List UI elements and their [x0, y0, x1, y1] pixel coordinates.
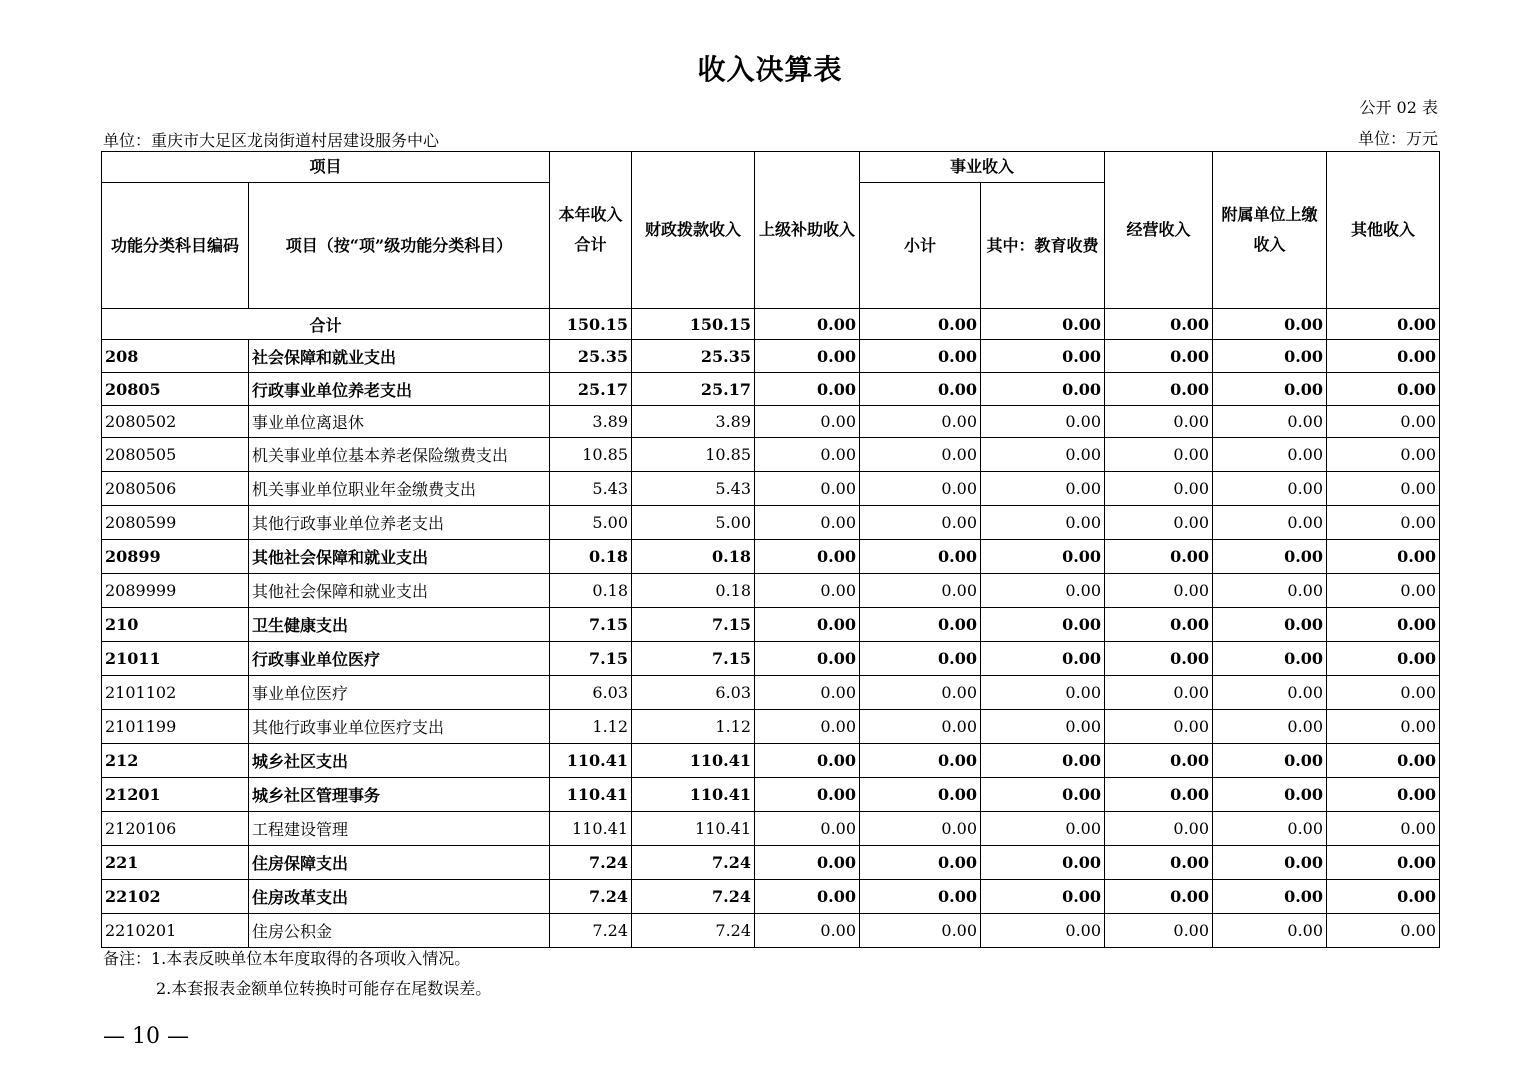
cell-value: 0.00	[1105, 608, 1213, 642]
table-row	[102, 812, 1440, 846]
page-number: — 10 —	[103, 1024, 189, 1049]
cell-name: 机关事业单位基本养老保险缴费支出	[249, 438, 550, 472]
cell-name: 工程建设管理	[249, 812, 550, 846]
cell-value: 5.43	[632, 472, 755, 506]
cell-name: 其他行政事业单位养老支出	[249, 506, 550, 540]
cell-name: 城乡社区支出	[249, 744, 550, 778]
header-operating: 经营收入	[1105, 152, 1213, 309]
cell-value: 7.24	[632, 914, 755, 948]
income-table	[101, 151, 1440, 948]
table-row	[102, 406, 1440, 438]
cell-value: 0.00	[860, 914, 981, 948]
cell-value: 0.00	[1213, 812, 1327, 846]
cell-code: 2210201	[102, 914, 249, 948]
header-code: 功能分类科目编码	[102, 183, 249, 309]
header-education: 其中：教育收费	[981, 183, 1105, 309]
cell-value: 0.00	[981, 574, 1105, 608]
cell-value: 0.00	[981, 744, 1105, 778]
cell-value: 0.00	[1213, 880, 1327, 914]
cell-name: 其他社会保障和就业支出	[249, 574, 550, 608]
cell-value: 0.00	[755, 880, 860, 914]
cell-value: 0.00	[755, 472, 860, 506]
cell-name: 行政事业单位养老支出	[249, 373, 550, 406]
cell-value: 7.24	[550, 914, 632, 948]
cell-value: 0.00	[860, 406, 981, 438]
cell-name: 社会保障和就业支出	[249, 340, 550, 373]
header-other: 其他收入	[1327, 152, 1440, 309]
cell-value: 110.41	[550, 812, 632, 846]
cell-value: 0.18	[632, 540, 755, 574]
cell-name: 事业单位离退休	[249, 406, 550, 438]
cell-value: 0.00	[1327, 642, 1440, 676]
header-affiliated: 附属单位上缴收入	[1213, 152, 1327, 309]
cell-value: 0.00	[1213, 676, 1327, 710]
cell-value: 0.00	[860, 540, 981, 574]
cell-value: 110.41	[550, 778, 632, 812]
cell-code: 2080505	[102, 438, 249, 472]
total-cell: 0.00	[755, 309, 860, 340]
header-business-group: 事业收入	[860, 152, 1105, 183]
cell-value: 0.00	[981, 406, 1105, 438]
cell-value: 0.00	[755, 340, 860, 373]
cell-name: 事业单位医疗	[249, 676, 550, 710]
cell-name: 住房公积金	[249, 914, 550, 948]
cell-value: 0.00	[860, 608, 981, 642]
cell-value: 110.41	[632, 744, 755, 778]
cell-value: 0.00	[1213, 710, 1327, 744]
cell-value: 110.41	[632, 812, 755, 846]
cell-value: 0.00	[1327, 406, 1440, 438]
cell-value: 0.00	[981, 438, 1105, 472]
cell-value: 0.00	[860, 880, 981, 914]
cell-code: 212	[102, 744, 249, 778]
cell-value: 7.24	[550, 880, 632, 914]
cell-value: 0.00	[981, 778, 1105, 812]
cell-value: 0.00	[981, 340, 1105, 373]
cell-value: 0.00	[1327, 880, 1440, 914]
cell-value: 110.41	[632, 778, 755, 812]
header-total-income: 本年收入合计	[550, 152, 632, 309]
cell-value: 0.00	[755, 540, 860, 574]
cell-value: 0.00	[1213, 642, 1327, 676]
header-subtotal: 小计	[860, 183, 981, 309]
table-row	[102, 710, 1440, 744]
cell-value: 0.00	[755, 574, 860, 608]
cell-value: 0.00	[860, 710, 981, 744]
cell-value: 0.00	[1105, 340, 1213, 373]
cell-name: 住房改革支出	[249, 880, 550, 914]
table-row	[102, 744, 1440, 778]
cell-name: 行政事业单位医疗	[249, 642, 550, 676]
cell-value: 0.00	[860, 642, 981, 676]
cell-value: 7.24	[632, 846, 755, 880]
cell-value: 0.00	[1105, 676, 1213, 710]
cell-value: 0.00	[1105, 710, 1213, 744]
cell-code: 21011	[102, 642, 249, 676]
cell-value: 0.00	[755, 676, 860, 710]
cell-value: 0.00	[1327, 778, 1440, 812]
cell-value: 1.12	[550, 710, 632, 744]
total-cell: 0.00	[860, 309, 981, 340]
cell-value: 7.15	[550, 608, 632, 642]
cell-value: 0.00	[981, 506, 1105, 540]
cell-value: 7.15	[632, 608, 755, 642]
cell-value: 0.00	[981, 880, 1105, 914]
cell-value: 0.00	[755, 846, 860, 880]
cell-value: 0.00	[755, 373, 860, 406]
cell-code: 2080506	[102, 472, 249, 506]
cell-value: 0.00	[755, 642, 860, 676]
cell-value: 0.00	[1105, 744, 1213, 778]
cell-value: 0.00	[981, 642, 1105, 676]
cell-value: 0.00	[1327, 506, 1440, 540]
cell-value: 0.18	[632, 574, 755, 608]
cell-value: 6.03	[550, 676, 632, 710]
cell-name: 机关事业单位职业年金缴费支出	[249, 472, 550, 506]
cell-value: 0.00	[860, 438, 981, 472]
table-body	[102, 309, 1440, 948]
cell-code: 2120106	[102, 812, 249, 846]
cell-value: 0.00	[1213, 472, 1327, 506]
cell-value: 25.17	[632, 373, 755, 406]
cell-value: 0.00	[755, 438, 860, 472]
total-cell: 0.00	[1105, 309, 1213, 340]
cell-value: 0.00	[1327, 710, 1440, 744]
cell-value: 0.00	[1105, 778, 1213, 812]
reporting-unit: 单位：重庆市大足区龙岗街道村居建设服务中心	[103, 131, 440, 150]
table-row	[102, 340, 1440, 373]
cell-value: 0.00	[1327, 846, 1440, 880]
cell-value: 7.24	[632, 880, 755, 914]
cell-value: 25.35	[550, 340, 632, 373]
cell-code: 20805	[102, 373, 249, 406]
cell-value: 0.00	[981, 710, 1105, 744]
cell-value: 0.00	[1105, 438, 1213, 472]
cell-value: 0.00	[1105, 642, 1213, 676]
cell-value: 0.00	[1105, 846, 1213, 880]
header-project-group: 项目	[102, 152, 550, 183]
cell-value: 0.00	[1213, 778, 1327, 812]
table-row	[102, 846, 1440, 880]
cell-value: 0.00	[1105, 373, 1213, 406]
table-row	[102, 540, 1440, 574]
cell-value: 0.00	[1105, 812, 1213, 846]
cell-value: 0.00	[1327, 676, 1440, 710]
cell-code: 22102	[102, 880, 249, 914]
cell-value: 3.89	[632, 406, 755, 438]
total-cell: 0.00	[1327, 309, 1440, 340]
table-row	[102, 608, 1440, 642]
table-code: 公开 02 表	[1359, 98, 1438, 117]
cell-value: 7.15	[550, 642, 632, 676]
currency-unit: 单位：万元	[1357, 129, 1438, 148]
cell-value: 0.00	[1327, 340, 1440, 373]
cell-value: 0.00	[1213, 340, 1327, 373]
cell-name: 其他社会保障和就业支出	[249, 540, 550, 574]
cell-value: 0.00	[755, 506, 860, 540]
table-row	[102, 472, 1440, 506]
cell-value: 0.00	[860, 472, 981, 506]
note-line-2: 2.本套报表金额单位转换时可能存在尾数误差。	[156, 979, 492, 998]
cell-value: 0.00	[1105, 540, 1213, 574]
cell-value: 0.00	[1327, 472, 1440, 506]
cell-name: 其他行政事业单位医疗支出	[249, 710, 550, 744]
cell-value: 0.00	[860, 846, 981, 880]
total-cell: 150.15	[550, 309, 632, 340]
table-row	[102, 506, 1440, 540]
cell-value: 0.00	[1213, 373, 1327, 406]
cell-value: 0.00	[981, 846, 1105, 880]
cell-value: 0.00	[1327, 744, 1440, 778]
table-row-total	[102, 309, 1440, 340]
header-fiscal: 财政拨款收入	[632, 152, 755, 309]
cell-value: 0.00	[1213, 608, 1327, 642]
cell-code: 2101102	[102, 676, 249, 710]
cell-code: 210	[102, 608, 249, 642]
cell-name: 城乡社区管理事务	[249, 778, 550, 812]
cell-value: 5.00	[632, 506, 755, 540]
cell-value: 0.00	[1327, 608, 1440, 642]
cell-value: 0.18	[550, 540, 632, 574]
total-label: 合计	[102, 309, 550, 340]
cell-value: 0.00	[1213, 744, 1327, 778]
cell-value: 0.00	[1105, 406, 1213, 438]
cell-value: 3.89	[550, 406, 632, 438]
notes	[103, 944, 491, 1004]
cell-value: 0.00	[1105, 472, 1213, 506]
cell-value: 10.85	[632, 438, 755, 472]
total-cell: 0.00	[1213, 309, 1327, 340]
table-row	[102, 676, 1440, 710]
cell-value: 0.00	[981, 540, 1105, 574]
cell-value: 0.00	[1213, 438, 1327, 472]
cell-value: 0.00	[1327, 373, 1440, 406]
cell-value: 0.00	[1327, 812, 1440, 846]
cell-value: 0.00	[1105, 880, 1213, 914]
cell-value: 0.00	[755, 914, 860, 948]
cell-value: 0.00	[1327, 914, 1440, 948]
cell-value: 0.00	[981, 608, 1105, 642]
cell-value: 0.00	[1213, 540, 1327, 574]
cell-code: 2080599	[102, 506, 249, 540]
cell-value: 0.00	[860, 574, 981, 608]
cell-value: 0.00	[1327, 574, 1440, 608]
cell-value: 5.00	[550, 506, 632, 540]
cell-value: 0.00	[755, 710, 860, 744]
cell-value: 0.00	[860, 676, 981, 710]
cell-value: 25.35	[632, 340, 755, 373]
cell-value: 0.00	[981, 914, 1105, 948]
total-cell: 150.15	[632, 309, 755, 340]
cell-code: 208	[102, 340, 249, 373]
cell-name: 卫生健康支出	[249, 608, 550, 642]
header-project-name: 项目（按“项”级功能分类科目）	[249, 183, 550, 309]
cell-code: 21201	[102, 778, 249, 812]
cell-code: 20899	[102, 540, 249, 574]
cell-code: 2080502	[102, 406, 249, 438]
cell-code: 2101199	[102, 710, 249, 744]
cell-value: 0.00	[981, 373, 1105, 406]
cell-value: 0.00	[755, 744, 860, 778]
cell-value: 25.17	[550, 373, 632, 406]
cell-value: 7.15	[632, 642, 755, 676]
cell-value: 0.00	[755, 812, 860, 846]
cell-value: 0.00	[755, 406, 860, 438]
table-row	[102, 880, 1440, 914]
cell-value: 10.85	[550, 438, 632, 472]
cell-value: 6.03	[632, 676, 755, 710]
cell-value: 0.00	[1213, 506, 1327, 540]
cell-value: 110.41	[550, 744, 632, 778]
cell-value: 1.12	[632, 710, 755, 744]
cell-value: 0.00	[1105, 574, 1213, 608]
cell-value: 0.00	[1105, 914, 1213, 948]
header-superior: 上级补助收入	[755, 152, 860, 309]
cell-value: 0.00	[860, 744, 981, 778]
cell-value: 0.00	[981, 472, 1105, 506]
cell-value: 5.43	[550, 472, 632, 506]
table-row	[102, 574, 1440, 608]
cell-value: 0.00	[1213, 914, 1327, 948]
table-row	[102, 778, 1440, 812]
table-row	[102, 373, 1440, 406]
cell-value: 0.00	[860, 812, 981, 846]
cell-value: 0.00	[1213, 846, 1327, 880]
cell-value: 0.00	[981, 812, 1105, 846]
cell-value: 7.24	[550, 846, 632, 880]
table-row	[102, 914, 1440, 948]
cell-code: 221	[102, 846, 249, 880]
page-title: 收入决算表	[697, 53, 843, 86]
cell-value: 0.00	[1327, 438, 1440, 472]
cell-value: 0.00	[860, 778, 981, 812]
total-cell: 0.00	[981, 309, 1105, 340]
cell-value: 0.00	[1213, 574, 1327, 608]
cell-code: 2089999	[102, 574, 249, 608]
cell-value: 0.00	[755, 608, 860, 642]
table-row	[102, 438, 1440, 472]
cell-value: 0.00	[860, 506, 981, 540]
note-line-1: 备注：1.本表反映单位本年度取得的各项收入情况。	[103, 949, 471, 968]
cell-value: 0.00	[755, 778, 860, 812]
table-row	[102, 642, 1440, 676]
cell-value: 0.00	[981, 676, 1105, 710]
cell-value: 0.00	[1105, 506, 1213, 540]
cell-name: 住房保障支出	[249, 846, 550, 880]
cell-value: 0.00	[1327, 540, 1440, 574]
cell-value: 0.00	[860, 373, 981, 406]
cell-value: 0.00	[860, 340, 981, 373]
cell-value: 0.00	[1213, 406, 1327, 438]
cell-value: 0.18	[550, 574, 632, 608]
